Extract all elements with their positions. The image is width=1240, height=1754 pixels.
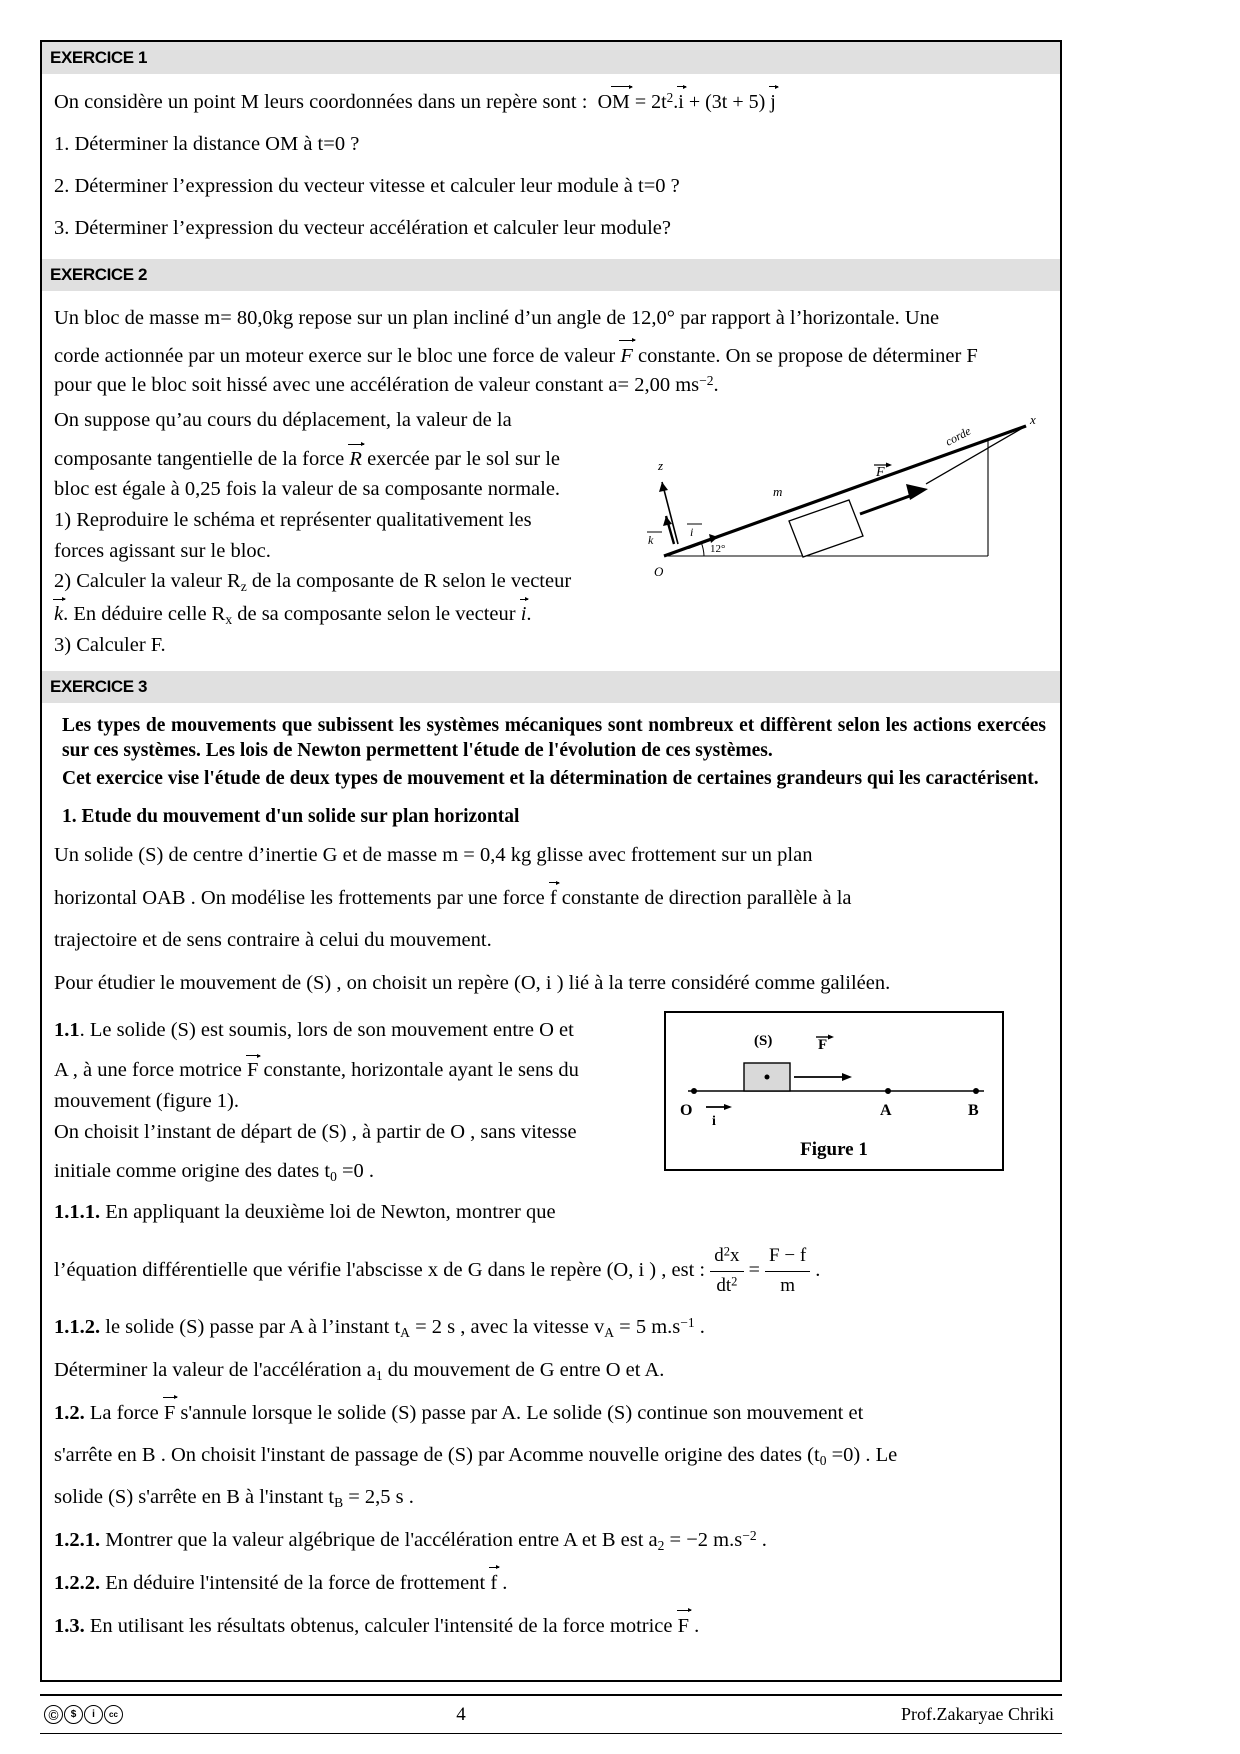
force-F-vector: F [620, 341, 633, 371]
ex2-l2-pre: composante tangentielle de la force [54, 447, 350, 470]
ex2-l6-sub: z [240, 579, 247, 595]
figure-1-container [654, 1011, 1004, 1171]
x-axis-label: x [1030, 411, 1036, 427]
exercise-1-q2: 2. Déterminer l’expression du vecteur vitesse et calculer leur module à t=0 ? [54, 175, 680, 198]
ex2-l6 [54, 568, 626, 596]
q-1-2-l2-pre: s'arrête en B . On choisit l'instant de passage de (S) par Acomme nouvelle origine des dates (t [54, 1444, 820, 1466]
figure-1-label-O: O [680, 1101, 693, 1119]
mass-label: m [773, 483, 783, 499]
ex2-l7 [54, 600, 626, 629]
exercise-2-line-1: Un bloc de masse m= 80,0kg repose sur un plan incliné d’un angle de 12,0° par rapport à l’horizontale. Une [54, 307, 940, 330]
q-1-1-number: 1.1 [54, 1018, 80, 1041]
ex2-l1: On suppose qu’au cours du déplacement, la valeur de la [54, 408, 512, 431]
q-1-2-2-pre: En déduire l'intensité de la force de frottement [100, 1571, 491, 1594]
exercise-3-intro-2: Cet exercice vise l'étude de deux types de mouvement et la détermination de certaines grandeurs qui les caractérisent. [62, 768, 1039, 790]
exercise-2-paragraph [54, 304, 1046, 399]
q-1-1-2-mid: = 2 s , avec la vitesse v [409, 1316, 605, 1339]
exercise-2-text-column [54, 404, 626, 663]
vector-i: i [521, 600, 527, 629]
q-1-1-l2-post: constante, horizontale ayant le sens du [258, 1059, 579, 1082]
q-1-1-2-sub-b: A [604, 1325, 615, 1341]
page-footer [40, 1694, 1062, 1734]
cc-nc-icon: $ [64, 1705, 83, 1724]
q-1-1-line4: On choisit l’instant de départ de (S) , à partir de O , sans vitesse [54, 1120, 577, 1143]
figure-1-label-A: A [880, 1101, 892, 1119]
ex2-l6-post: de la composante de R selon le vecteur [246, 570, 572, 593]
q-1-2-l2-sub: 0 [819, 1453, 827, 1469]
q-1-1-2-l2-pre: Déterminer la valeur de l'accélération a [54, 1358, 376, 1381]
q-1-1-1-l2-post: . [815, 1259, 821, 1282]
q-1-3-post: . [689, 1614, 700, 1637]
ex3-p2 [54, 883, 1046, 913]
q-1-1-2-sub-a: A [400, 1325, 410, 1341]
q-1-2-l2-post: =0) . Le [826, 1444, 898, 1466]
q-1-2-1-sub: 2 [657, 1537, 665, 1553]
ex2-l7-post: de sa composante selon le vecteur [232, 602, 521, 625]
q-1-2-l3-pre: solide (S) s'arrête en B à l'instant t [54, 1486, 335, 1509]
q-1-1-1-line2: l’équation différentielle que vérifie l'abscisse x de G dans le repère (O, i ) , est : $\frac{d^2x}{dt^2}$ = $\frac{F - f}{m}$ . [54, 1243, 1046, 1300]
q-1-2-2-f-vector: f [490, 1568, 497, 1598]
q-1-1-2-sup: −1 [680, 1315, 695, 1331]
q-1-1-line5 [54, 1158, 654, 1186]
cc-icon: Ⓒ [44, 1705, 63, 1724]
exercise-1-intro-text: On considère un point M leurs coordonnées dans un repère sont : [54, 91, 588, 113]
q-1-3 [54, 1611, 1046, 1641]
figure-1-box [664, 1011, 1004, 1171]
q-1-3-F-vector: F [678, 1611, 689, 1641]
exercise-1-intro [54, 87, 1046, 117]
q-1-2-number: 1.2. [54, 1401, 85, 1424]
ex3-p4: Pour étudier le mouvement de (S) , on choisit un repère (O, i ) lié à la terre considéré comme galiléen. [54, 971, 891, 994]
friction-f-vector: f [550, 883, 557, 913]
q-1-2-1-number: 1.2.1. [54, 1528, 101, 1551]
exercise-2-header: EXERCICE 2 [42, 259, 1060, 291]
exercise-1-formula: OM = $2t^2.i + (3t + 5)$ j [593, 91, 776, 113]
exercise-2-line-2a: corde actionnée par un moteur exerce sur le bloc une force de valeur [54, 344, 621, 367]
k-vector-label: k [648, 532, 654, 547]
exercise-1-q1: 1. Déterminer la distance OM à t=0 ? [54, 133, 360, 156]
exercise-3-header: EXERCICE 3 [42, 671, 1060, 703]
exam-page [40, 40, 1062, 1682]
motor-force-F-vector: F [247, 1056, 258, 1085]
figure-1-label-B: B [968, 1101, 979, 1119]
q-1-2-l3-post: = 2,5 s . [343, 1486, 414, 1509]
ex2-l8: 3) Calculer F. [54, 633, 166, 656]
ex3-p2-post: constante de direction parallèle à la [556, 887, 852, 910]
exercise-2-line-3b: . [713, 373, 719, 396]
inclined-plane-diagram [626, 404, 1046, 604]
q-1-2-line3 [54, 1483, 1046, 1512]
exercise-2-exp: −2 [699, 372, 714, 388]
fraction-F-minus-f-m [765, 1243, 810, 1300]
ex3-p3: trajectoire et de sens contraire à celui du mouvement. [54, 929, 492, 952]
figure-1-label-i: i [712, 1113, 716, 1129]
exercise-1-q3: 3. Déterminer l’expression du vecteur accélération et calculer leur module? [54, 217, 671, 240]
q-1-2-F-vector: F [164, 1398, 175, 1428]
frac1-numerator: $d^2x$ [710, 1243, 743, 1272]
exercise-3-left-column [54, 1011, 654, 1230]
q-1-2-1-mid: = −2 m.s [664, 1528, 743, 1551]
exercise-2-line-2b: constante. On se propose de déterminer F [632, 344, 978, 367]
q-1-2-l3-sub: B [334, 1495, 344, 1511]
q-1-2 [54, 1398, 1046, 1428]
q-1-1-1 [54, 1199, 654, 1227]
q-1-1-2 [54, 1313, 1046, 1342]
q-1-1-line3: mouvement (figure 1). [54, 1090, 240, 1113]
figure-1-svg [666, 1013, 1002, 1143]
q-1-1-1-l2-pre: l’équation différentielle que vérifie l'abscisse x de G dans le repère (O, i ) , est : [54, 1259, 711, 1282]
ex2-l2 [54, 445, 626, 474]
q-1-2-post: s'annule lorsque le solide (S) passe par A. Le solide (S) continue son mouvement et [175, 1401, 864, 1424]
exercise-2-line-3a: pour que le bloc soit hissé avec une accélération de valeur constant a= 2,00 ms [54, 373, 700, 396]
exercise-3-intro-1: Les types de mouvements que subissent les systèmes mécaniques sont nombreux et diffèrent selon les actions exercées sur ces systèmes. Les lois de Newton permettent l'étude de l'évolution de ces systèmes. [62, 714, 1046, 762]
q-1-1-2-pre: le solide (S) passe par A à l’instant t [100, 1316, 401, 1339]
ex2-l3: bloc est égale à 0,25 fois la valeur de sa composante normale. [54, 478, 561, 501]
ex2-l2-post: exercée par le sol sur le [361, 447, 561, 470]
q-1-2-pre: La force [84, 1401, 164, 1424]
license-icons [40, 1705, 160, 1724]
origin-label: O [654, 563, 664, 579]
cc-sa-icon: cc [104, 1705, 123, 1724]
z-axis-label: z [658, 457, 664, 473]
ex2-l7-end: . [526, 602, 532, 625]
q-1-3-number: 1.3. [54, 1614, 85, 1637]
force-R-vector: R [349, 445, 362, 474]
q-1-1-line2 [54, 1056, 654, 1085]
ex3-p2-pre: horizontal OAB . On modélise les frottements par une force [54, 887, 550, 910]
q-1-1-text: . Le solide (S) est soumis, lors de son mouvement entre O et [79, 1018, 574, 1041]
figure-1-caption: Figure 1 [800, 1138, 868, 1160]
q-1-1-1-text: En appliquant la deuxième loi de Newton, montrer que [100, 1200, 556, 1223]
q-1-1-2-post: . [694, 1316, 705, 1339]
ex3-p1: Un solide (S) de centre d’inertie G et de masse m = 0,4 kg glisse avec frottement sur un plan [54, 844, 813, 867]
q-1-2-1-pre: Montrer que la valeur algébrique de l'accélération entre A et B est a [100, 1528, 658, 1551]
q-1-1-2-l2-post: du mouvement de G entre O et A. [382, 1358, 665, 1381]
q-1-1-1-number: 1.1.1. [54, 1200, 101, 1223]
q-1-1-l5-sub: 0 [330, 1169, 337, 1185]
ex2-l7-sub: x [225, 611, 233, 627]
corde-label: corde [942, 423, 974, 449]
q-1-2-2 [54, 1568, 1046, 1598]
angle-label: 12° [710, 542, 726, 555]
figure-1-label-S: (S) [754, 1032, 773, 1049]
q-1-2-1-post: . [756, 1528, 767, 1551]
fraction-d2x-dt2 [710, 1243, 743, 1300]
q-1-1-2-line2 [54, 1356, 1046, 1385]
frac1-denominator: $dt^2$ [716, 1274, 738, 1297]
q-1-2-line2 [54, 1441, 1046, 1470]
q-1-1-2-number: 1.1.2. [54, 1316, 101, 1339]
q-1-1-l5-post: =0 . [336, 1160, 375, 1183]
q-1-1-l5-pre: initiale comme origine des dates t [54, 1160, 331, 1183]
q-1-1 [54, 1017, 654, 1045]
ex2-l5: forces agissant sur le bloc. [54, 539, 271, 562]
page-number: 4 [456, 1703, 466, 1725]
exercise-3-section-title: 1. Etude du mouvement d'un solide sur plan horizontal [62, 806, 520, 828]
exercise-2-body [54, 404, 1046, 663]
force-F-label: F [876, 464, 885, 480]
q-1-2-2-number: 1.2.2. [54, 1571, 101, 1594]
figure-1-label-F: F [818, 1036, 828, 1053]
q-1-3-pre: En utilisant les résultats obtenus, calculer l'intensité de la force motrice [84, 1614, 678, 1637]
ex2-l6-pre: 2) Calculer la valeur R [54, 570, 241, 593]
frac2-denominator: m [780, 1275, 795, 1297]
cc-by-icon: i [84, 1705, 103, 1724]
inclined-plane-svg [626, 404, 1046, 599]
frac2-numerator: F − f [765, 1243, 810, 1272]
q-1-1-2-l2-sub: 1 [375, 1367, 383, 1383]
exercise-1-header: EXERCICE 1 [42, 42, 1060, 74]
ex2-l4: 1) Reproduire le schéma et représenter qualitativement les [54, 508, 532, 531]
author-name: Prof.Zakaryae Chriki [901, 1704, 1054, 1724]
q-1-2-1-sup: −2 [742, 1527, 757, 1543]
vector-k: k [54, 600, 63, 629]
page-inner [42, 42, 1060, 1641]
i-vector-label: i [690, 524, 694, 539]
q-1-1-l2-pre: A , à une force motrice [54, 1059, 247, 1082]
exercise-3-figure-row [54, 1011, 1046, 1230]
q-1-1-2-mid2: = 5 m.s [614, 1316, 681, 1339]
ex2-l7-mid: . En déduire celle R [63, 602, 226, 625]
q-1-2-2-post: . [497, 1571, 508, 1594]
q-1-2-1 [54, 1526, 1046, 1555]
